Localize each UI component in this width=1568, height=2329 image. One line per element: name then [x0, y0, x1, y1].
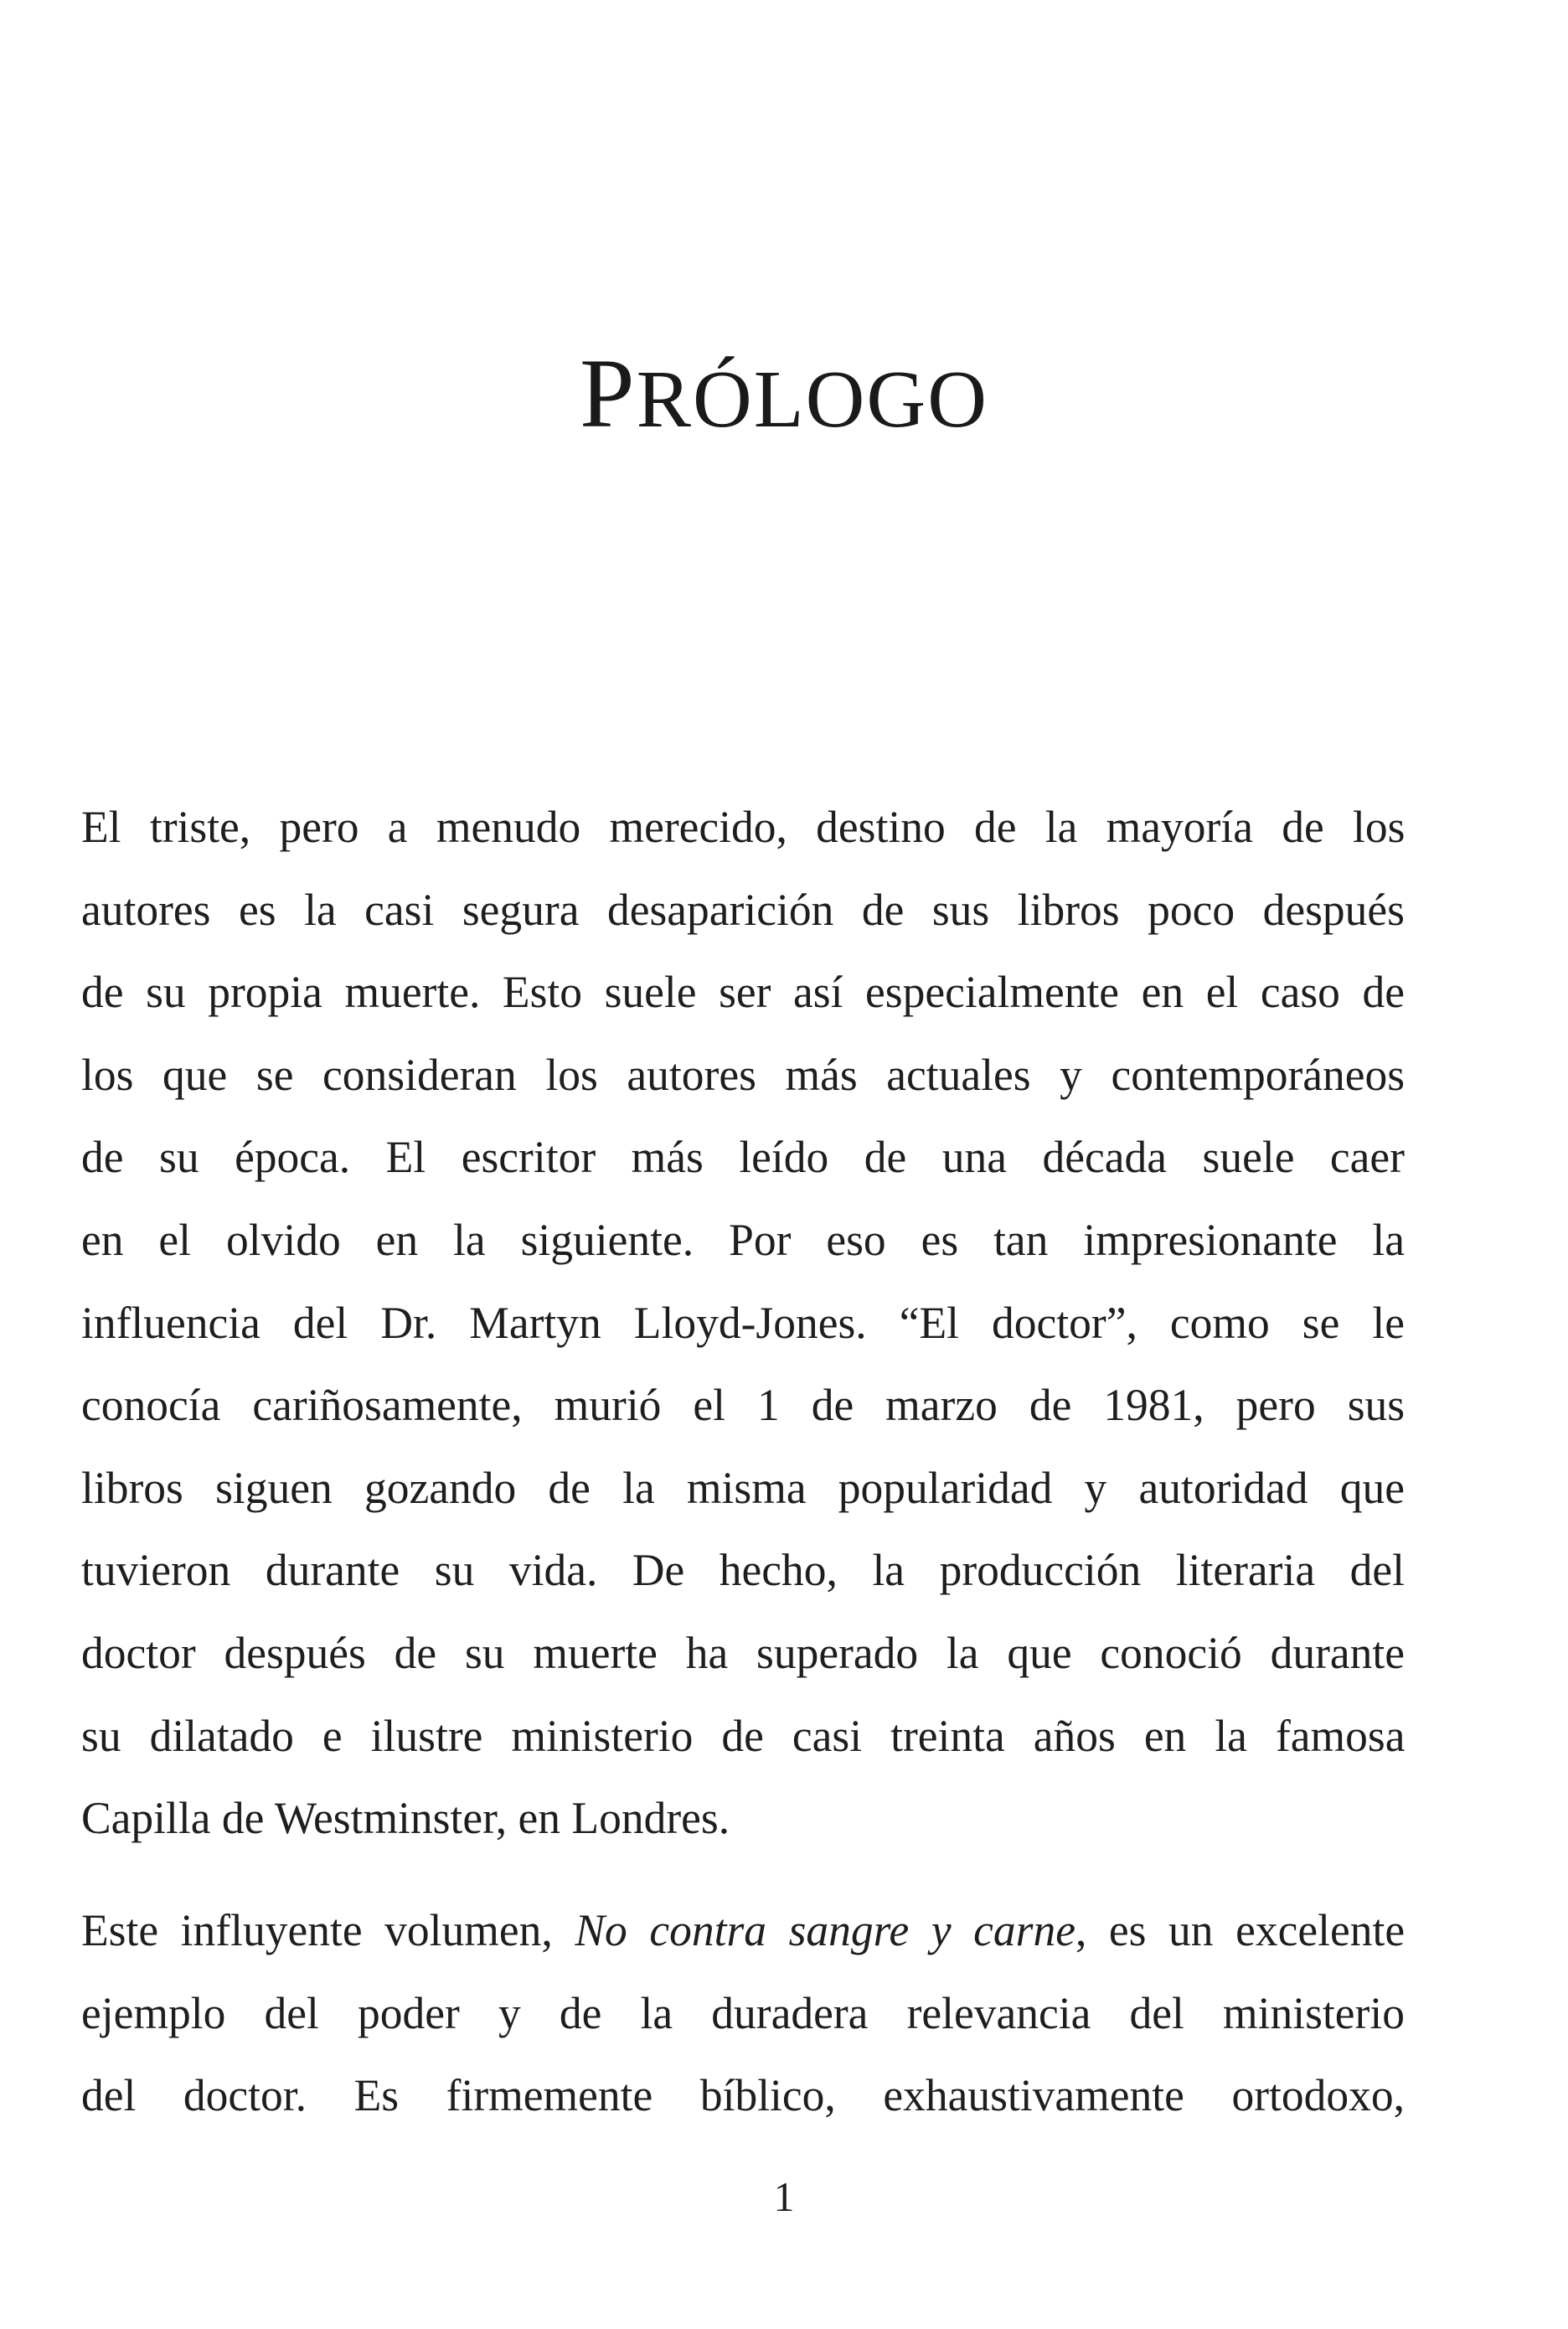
- paragraph-1-line: doctor después de su muerte ha superado la que conoció durante: [81, 1627, 1405, 1678]
- paragraph-2-text: , es un excelente: [1075, 1905, 1406, 1955]
- paragraph-2-line: ejemplo del poder y de la duradera relevancia del ministerio: [81, 1987, 1405, 2038]
- title-initial: P: [580, 338, 637, 448]
- paragraph-1-line: en el olvido en la siguiente. Por eso es tan impresionante la: [81, 1214, 1405, 1265]
- paragraph-1: [81, 786, 1405, 1860]
- paragraph-1-line: Capilla de Westminster, en Londres.: [81, 1793, 730, 1844]
- paragraph-1-line: tuvieron durante su vida. De hecho, la producción literaria del: [81, 1545, 1405, 1596]
- page-number: 1: [773, 2173, 795, 2220]
- paragraph-1-line: los que se consideran los autores más actuales y contemporáneos: [81, 1049, 1406, 1100]
- paragraph-1-line: libros siguen gozando de la misma popularidad y autoridad que: [81, 1462, 1405, 1513]
- title-small-caps: RÓLOGO: [636, 354, 988, 445]
- paragraph-1-line: influencia del Dr. Martyn Lloyd-Jones. “El doctor”, como se le: [81, 1297, 1405, 1348]
- paragraph-1-line: autores es la casi segura desaparición de sus libros poco después: [81, 884, 1405, 935]
- paragraph-2: [81, 1889, 1405, 2137]
- paragraph-1-line: conocía cariñosamente, murió el 1 de marzo de 1981, pero sus: [81, 1380, 1406, 1431]
- paragraph-2-line: [81, 1889, 1405, 1972]
- paragraph-1-line: de su propia muerte. Esto suele ser así especialmente en el caso de: [81, 967, 1405, 1018]
- paragraph-1-line: de su época. El escritor más leído de una década suele caer: [81, 1132, 1405, 1183]
- book-title-italic: No contra sangre y carne: [575, 1905, 1075, 1955]
- paragraph-1-line: El triste, pero a menudo merecido, destino de la mayoría de los: [81, 802, 1406, 852]
- chapter-title: [0, 339, 1568, 454]
- paragraph-2-text: Este influyente volumen,: [81, 1905, 575, 1955]
- paragraph-2-line: del doctor. Es firmemente bíblico, exhaustivamente ortodoxo,: [81, 2070, 1405, 2121]
- paragraph-1-line: su dilatado e ilustre ministerio de casi treinta años en la famosa: [81, 1710, 1406, 1761]
